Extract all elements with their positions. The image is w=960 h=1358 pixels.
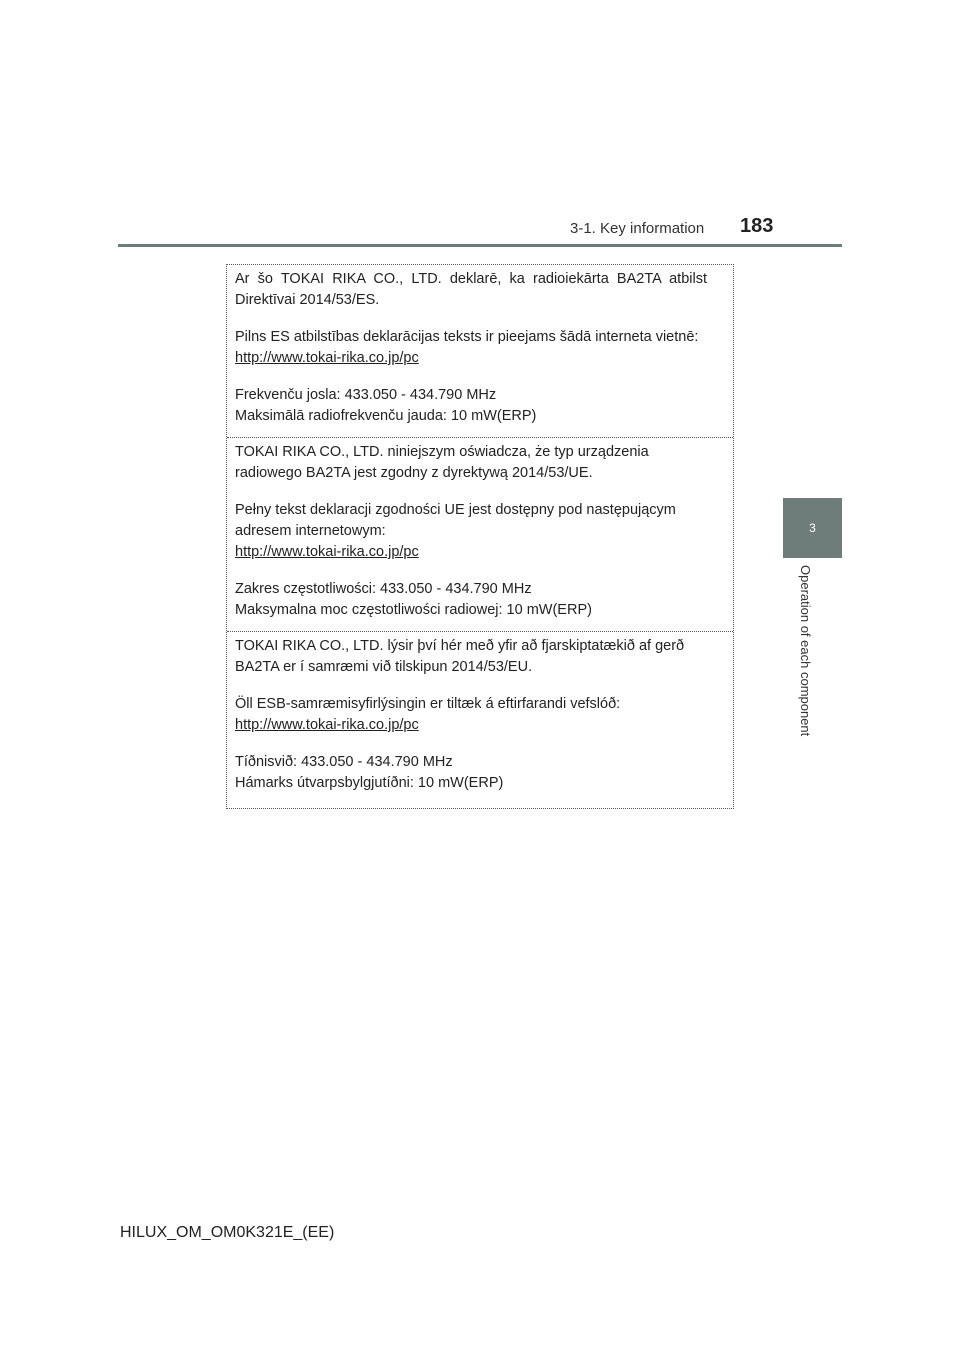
chapter-tab[interactable]: [783, 498, 842, 558]
statement-text: radiowego BA2TA jest zgodny z dyrektywą 2014/53/UE.: [235, 465, 593, 481]
max-power: Hámarks útvarpsbylgjutíðni: 10 mW(ERP): [235, 775, 504, 791]
declaration-icelandic: [227, 632, 733, 808]
max-power: Maksimālā radiofrekvenču jauda: 10 mW(ERP): [235, 408, 537, 424]
header-rule: [118, 244, 842, 247]
declaration-url-link[interactable]: http://www.tokai-rika.co.jp/pc: [235, 717, 419, 733]
statement-text: TOKAI RIKA CO., LTD. niniejszym oświadcza, że typ urządzenia: [235, 444, 649, 460]
declaration-box: [226, 264, 734, 809]
full-text-notice: adresem internetowym:: [235, 523, 386, 539]
page-number: 183: [740, 215, 774, 237]
declaration-url-link[interactable]: http://www.tokai-rika.co.jp/pc: [235, 544, 419, 560]
footer-document-id: HILUX_OM_OM0K321E_(EE): [120, 1224, 335, 1241]
full-text-notice: Pilns ES atbilstības deklarācijas teksts ir pieejams šādā interneta vietnē:: [235, 329, 699, 345]
full-text-notice: Pełny tekst deklaracji zgodności UE jest dostępny pod następującym: [235, 502, 676, 518]
declaration-url-link[interactable]: http://www.tokai-rika.co.jp/pc: [235, 350, 419, 366]
full-text-notice: Öll ESB-samræmisyfirlýsingin er tiltæk á eftirfarandi vefslóð:: [235, 696, 621, 712]
statement-text: Ar šo TOKAI RIKA CO., LTD. deklarē, ka radioiekārta BA2TA atbilst Direktīvai 2014/53/ES.: [235, 271, 707, 308]
statement-text: BA2TA er í samræmi við tilskipun 2014/53/EU.: [235, 659, 533, 675]
chapter-title: Operation of each component: [798, 565, 813, 737]
declaration-latvian: [227, 265, 733, 438]
frequency-band: Zakres częstotliwości: 433.050 - 434.790 MHz: [235, 581, 532, 597]
declaration-polish: [227, 438, 733, 632]
max-power: Maksymalna moc częstotliwości radiowej: 10 mW(ERP): [235, 602, 592, 618]
frequency-band: Tíðnisvið: 433.050 - 434.790 MHz: [235, 754, 453, 770]
statement-text: TOKAI RIKA CO., LTD. lýsir því hér með yfir að fjarskiptatækið af gerð: [235, 638, 685, 654]
chapter-number: 3: [809, 521, 816, 535]
header-section-title: 3-1. Key information: [570, 220, 705, 237]
frequency-band: Frekvenču josla: 433.050 - 434.790 MHz: [235, 387, 497, 403]
